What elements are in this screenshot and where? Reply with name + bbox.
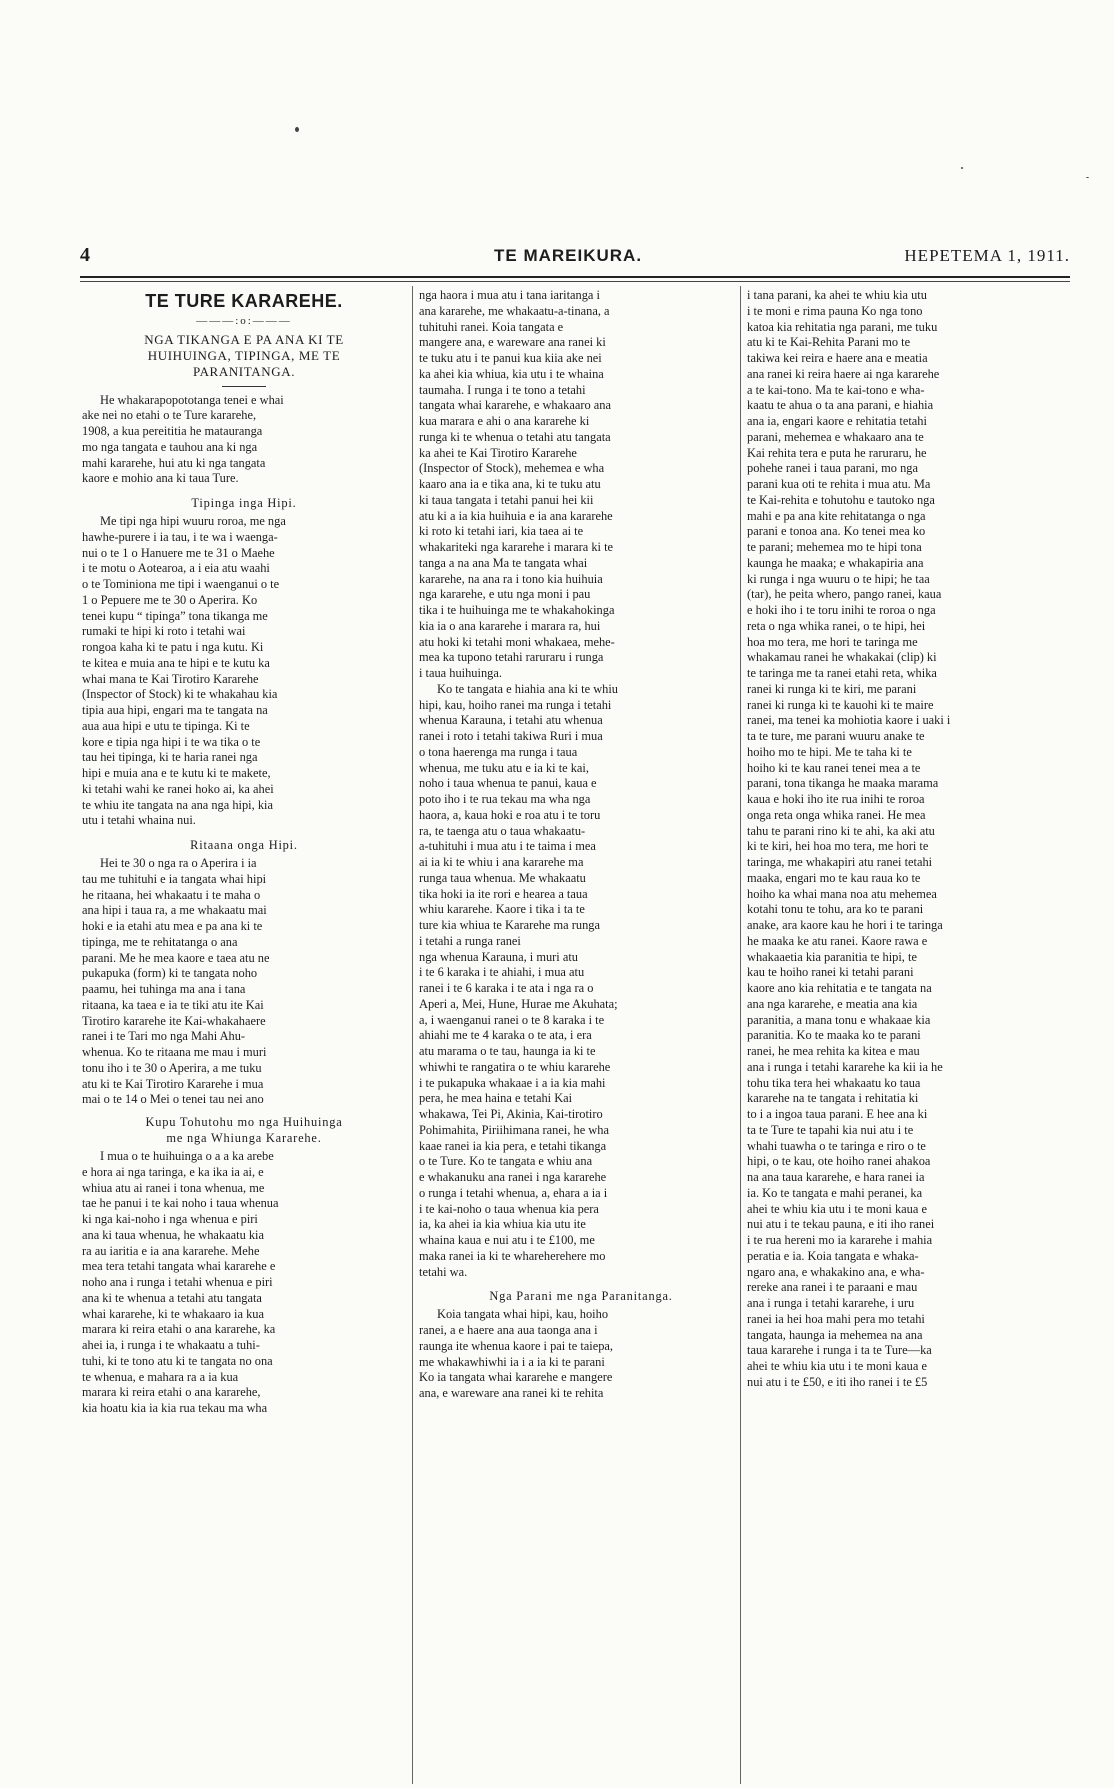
paragraph-parani-2: i tana parani, ka ahei te whiu kia utu i te moni e rima pauna Ko nga tono katoa kia rehitatia nga parani, me tuku atu ki te Kai-Rehita Parani mo te takiwa kei reira e haere ana e meatia ana ranei ki reira haere ai nga kararehe a te kai-tono. Ma te kai-tono e wha- kaatu te ahua o ta ana parani, e hiahia ana ia, engari kaore e rehitatia tetahi parani, mehemea e whakaaro ana te Kai rehita tera e puta he raruraru, he pohehe ranei i taua parani, mo nga parani kua oti te rehita i mua atu. Ma te Kai-rehita e tohutohu e tautoko nga mahi e pa ana kite rehitatanga o nga parani e tonoa ana. Ko tenei mea ko te parani; mehemea mo te hipi tona kaunga he maaka; e whakapiria ana ki runga i nga wuuru o te hipi; he taa (tar), he peita whero, pango ranei, kaua e hoki iho i te toru inihi te roroa o nga reta o nga whika ranei, o te hipi, hei hoa mo tera, me hori te taringa me whakamau ranei he whakakai (clip) ki te taringa me ta ranei etahi reta, whika ranei ki runga ki te kiri, me parani ranei ki runga ki te kauohi ki te maire ranei, ma tenei ka mohiotia kaore i uaki i ta te ture, me parani wuuru anake te hoiho mo te hipi. Me te taha ki te hoiho ki te kau ranei tenei mea a te parani, tona tikanga he maaka marama kaua e hoki iho ite rua inihi te roroa onga reta onga whika ranei. He mea tahu te parani rino ki te ahi, ka aki atu ki te kiri, hei hoa mo tera, me hori te taringa, me whakapiri atu ranei tetahi maaka, engari mo te kau raua ko te hoiho ka whai mana noa atu mehemea kotahi tonu te tohu, ara ko te parani anake, ara kaore kau he hori i te taringa he maaka ke atu ranei. Kaore rawa e whakaaetia kia paranitia te hipi, te kau te hoiho ranei ki tetahi parani kaore ano kia rehitatia e te tangata na ana nga kararehe, e meatia ana kia paranitia, a mana tonu e whakaae kia paranitia. Ko te maaka ko te parani ranei, he mea rehita ka kitea e mau ana i runga i tetahi kararehe ka kii ia he tohu tika tera hei whakaatu ko taua kararehe na te tangata i rehitatia ki to i a ingoa taua parani. E hee ana ki ta te Ture te tapahi kia nui atu i te whahi tuawha o te taringa e riro o te hipi, o te kau, ote hoiho ranei ahakoa na ana taua kararehe, e hara ranei ia ia. Ko te tangata e mahi peranei, ka ahei te whiu kia utu i te moni kaua e nui atu i te tekau pauna, e iti iho ranei i te rua hereni mo ia kararehe i mahia peratia e ia. Koia tangata e whaka- ngaro ana, e whakakino ana, e wha- rereke ana ranei i te paraani e mau ana i runga i tetahi kararehe, i uru ranei ia hei hoa mahi pera mo tetahi tangata, haunga ia mehemea na ana taua kararehe i runga i ta te Ture—ka ahei te whiu kia utu i te moni kaua e nui atu i te £50, e iti iho ranei i te £5 [747, 288, 951, 1389]
newspaper-title: TE MAREIKURA. [494, 246, 643, 265]
header-rule-thin [80, 281, 1070, 282]
column-1 [82, 288, 406, 1417]
column-divider [412, 286, 413, 1784]
title-ornament: ———:o:——— [196, 314, 292, 327]
page-header [80, 244, 1070, 274]
ink-speck [961, 167, 963, 169]
issue-date: HEPETEMA 1, 1911. [904, 246, 1070, 265]
paragraph-huihuinga-2: nga haora i mua atu i tana iaritanga i ana kararehe, me whakaatu-a-tinana, a tuhituhi ranei. Koia tangata e mangere ana, e wareware ana ranei ki te tuku atu i te panui kua kiia ake nei ka ahei kia whiua, kia utu i te whaina taumaha. I runga i te tono a tetahi tangata whai kararehe, e whakaaro ana kua marara e ahi o ana kararehe ki runga ki te whenua o tetahi atu tangata ka ahei te Kai Tirotiro Kararehe (Inspector of Stock), mehemea e wha kaaro ana ia e tika ana, ki te tuku atu ki taua tangata i tetahi panui hei kii atu ki a ia kia huihuia e ia ana kararehe ki roto ki tetahi iari, kia taea ai te whakariteki nga kararehe i marara ki te tanga a na ana Ma te tangata whai kararehe, na ana ra i tono kia huihuia nga kararehe, e utu nga moni i pau tika i te huihuinga me te whakahokinga kia ia o ana kararehe i marara ra, hui atu hoki ki tetahi moni whakaea, mehe- mea ka tupono tetahi raruraru i runga i taua huihuinga. [419, 288, 615, 680]
section-heading-ritaana: Ritaana onga Hipi. [190, 838, 298, 852]
article-subtitle: NGA TIKANGA E PA ANA KI TE HUIHUINGA, TIPINGA, ME TE PARANITANGA. [144, 331, 344, 379]
paragraph-parani-1: Koia tangata whai hipi, kau, hoiho ranei, a e haere ana aua taonga ana i raunga ite whenua kaore i pai te taiepa, me whakawhiwhi ia i a ia ki te parani Ko ia tangata whai kararehe e mangere ana, e wareware ana ranei ki te rehita [419, 1307, 614, 1400]
divider-rule [222, 386, 266, 387]
column-3 [747, 288, 1069, 1391]
section-heading-tipinga: Tipinga inga Hipi. [191, 496, 297, 510]
paragraph-whiu-kararehe: Ko te tangata e hiahia ana ki te whiu hipi, kau, hoiho ranei ma runga i tetahi whenua Karauna, i tetahi atu whenua ranei i roto i tetahi takiwa Ruri i mua o tona haerenga ma runga i taua whenua, me tuku atu e ia ki te kai, noho i taua whenua te panui, kaua e poto iho i te rua tekau ma wha nga haora, a, kaua hoki e roa atu i te toru ra, te taenga atu o taua whakaatu- a-tuhituhi i mua atu i te taima i mea ai ia ki te whiu i ana kararehe ma runga taua whenua. Me whakaatu tika hoki ia ite rori e hearea a taua whiu kararehe. Kaore i tika i ta te ture kia whiua te Kararehe ma runga i tetahi a runga ranei nga whenua Karauna, i muri atu i te 6 karaka i te ahiahi, i mua atu ranei i te 6 karaka i te ata i nga ra o Aperi a, Mei, Hune, Hurae me Akuhata; a, i waenganui ranei o te 8 karaka i te ahiahi me te 4 karaka o te ata, i era atu marama o te tau, haunga ia ki te whiwhi te rangatira o te whiu kararehe i te pukapuka whakaae i a ia kia mahi pera, he mea haina e tetahi Kai whakawa, Tei Pi, Akinia, Kai-tirotiro Pohimahita, Piriihimana ranei, he wha kaae ranei ia kia pera, e tetahi tikanga o te Ture. Ko te tangata e whiu ana e whakanuku ana ranei i nga kararehe o runga i tetahi whenua, a, ehara a ia i i te kai-noho o taua whenua kia pera ia, ka ahei ia kia whiua kia utu ite whaina kaua e nui atu i te £100, me maka ranei ia ki te whareherehere mo tetahi wa. [419, 681, 618, 1279]
paragraph-tipinga: Me tipi nga hipi wuuru roroa, me nga hawhe-purere i ia tau, i te wa i waenga- nui o te 1 o Hanuere me te 31 o Maehe i te motu o Aotearoa, a i eia atu waahi o te Tominiona me tipi i waenganui o te 1 o Pepuere me te 30 o Aperira. Ko tenei kupu “ tipinga” tona tikanga me rumaki te hipi ki roto i tetahi wai rongoa kaha ki te patu i nga kutu. Ki te kitea e muia ana te hipi e te kutu ka whai mana te Kai Tirotiro Kararehe (Inspector of Stock) ki te whakahau kia tipia aua hipi, engari ma te tangata na aua aua hipi e utu te tipinga. Ki te kore e tipia nga hipi i te wa tika o te tau hei tipinga, ki te haria ranei nga hipi e muia ana e te kutu ki te makete, ki tetahi wahi ke ranei hoko ai, ka ahei te whiu ite tangata na ana nga hipi, kia utu i tetahi whaina nui. [82, 514, 286, 828]
section-heading-huihuinga: Kupu Tohutohu mo nga Huihuinga me nga Whiunga Kararehe. [145, 1115, 343, 1145]
section-heading-parani: Nga Parani me nga Paranitanga. [489, 1289, 673, 1304]
ink-speck [295, 127, 299, 132]
paragraph-ritaana: Hei te 30 o nga ra o Aperira i ia tau me tuhituhi e ia tangata whai hipi he ritaana, hei whakaatu i te maha o ana hipi i taua ra, a me whakaatu mai hoki e ia etahi atu mea e pa ana ki te tipinga, me te rehitatanga o ana parani. Me he mea kaore e taea atu ne pukapuka (form) ki te tangata noho paamu, hei tuhinga ma ana i tana ritaana, ka taea e ia te tiki atu ite Kai Tirotiro kararehe ite Kai-whakahaere ranei i te Tari mo nga Mahi Ahu- whenua. Ko te ritaana me mau i muri tonu iho i te 30 o Aperira, a me tuku atu ki te Kai Tirotiro Kararehe i mua mai o te 14 o Mei o tenei tau nei ano [82, 856, 270, 1107]
article-title: TE TURE KARAREHE. [145, 291, 343, 311]
paragraph-huihuinga-1: I mua o te huihuinga o a a ka arebe e hora ai nga taringa, e ka ika ia ai, e whiua atu ai ranei i tona whenua, me tae he panui i te kai noho i taua whenua ki nga kai-noho i nga whenua e piri ana ki taua whenua, he whakaatu kia ra au iaritia e ia ana kararehe. Mehe mea tera tetahi tangata whai kararehe e noho ana i runga i tetahi whenua e piri ana ki te whenua a tetahi atu tangata whai kararehe, ki te whakaaro ia kua marara ki reira etahi o ana kararehe, ka ahei ia, i runga i te whakaatu a tuhi- tuhi, ki te tono atu ki te tangata no ona te whenua, e mahara ra a ia kua marara ki reira etahi o ana kararehe, kia hoatu kia ia kia rua tekau ma wha [82, 1149, 279, 1415]
intro-paragraph: He whakarapopototanga tenei e whai ake nei no etahi o te Ture kararehe, 1908, a kua pereititia he matauranga mo nga tangata e tauhou ana ki nga mahi kararehe, hui atu ki nga tangata kaore e mohio ana ki taua Ture. [82, 392, 284, 486]
header-rule-thick [80, 276, 1070, 278]
ink-speck [1086, 177, 1089, 178]
page-number: 4 [80, 244, 90, 266]
column-2 [419, 288, 743, 1402]
